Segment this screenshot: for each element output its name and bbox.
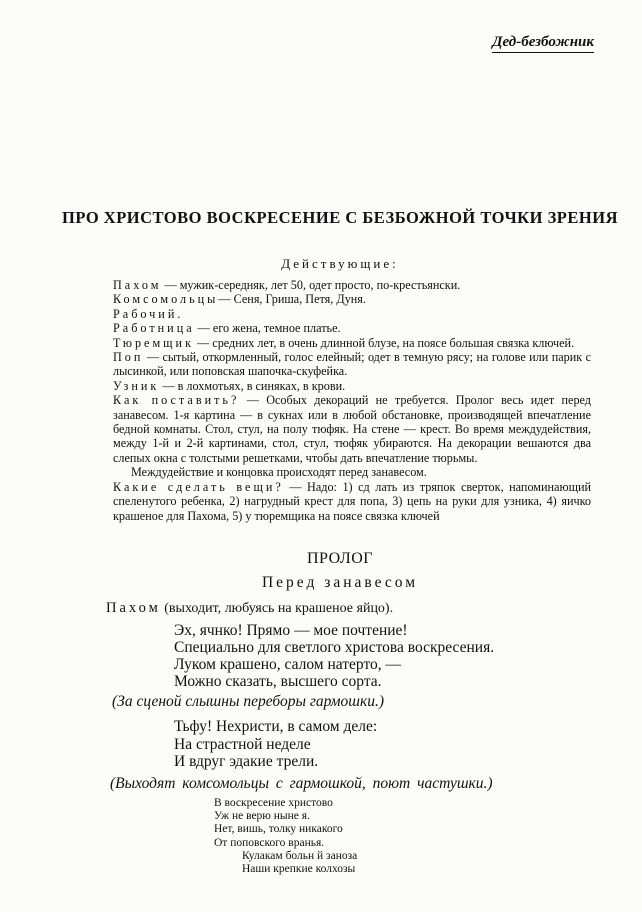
character-description: — средних лет, в очень длинной блузе, на поясе большая связка ключей. (197, 335, 575, 350)
cast-heading: Действующие: (281, 256, 399, 271)
verse-line: На страстной неделе (174, 735, 311, 753)
cast-entry (113, 307, 591, 321)
running-head: Дед-безбожник (492, 34, 594, 53)
verse-line: Наши крепкие колхозы (242, 863, 356, 876)
props-question: Какие сделать вещи? (113, 479, 284, 494)
verse-block (174, 718, 377, 771)
play-title: ПРО ХРИСТОВО ВОСКРЕСЕНИЕ С БЕЗБОЖНОЙ ТОЧКИ ЗРЕНИЯ (62, 208, 618, 227)
cast-and-staging-notes (113, 278, 591, 523)
verse-line: И вдруг эдакие трели. (174, 753, 319, 770)
character-name: Тюремщик (113, 335, 194, 350)
verse-line: От поповского вранья. (214, 836, 325, 849)
verse-line: Нет, вишь, толку никакого (214, 823, 343, 836)
verse-block (174, 622, 494, 690)
verse-line: Кулакам больн й заноза (242, 849, 358, 862)
character-name: Рабочий. (113, 306, 184, 321)
character-description: — в лохмотьях, в синяках, в крови. (162, 378, 346, 393)
staging-answer: — Особых декораций не требуется. Пролог весь идет перед занавесом. 1-я картина — в сукнах или в любой обстановке, производящей впечатление бедной комнаты. Стол, стул, на полу тюфяк. На стене — крест. Во время междудействия, между 1-й и 2-й картинами, стол, стул, тюфяк убираются. На декорации вешаются два слепых окна с толстыми решетками, чтобы дать впечатление тюрьмы. (113, 393, 591, 465)
character-description: — сытый, откормленный, голос елейный; одет в темную рясу; на голове или парик с лысинкой, или поповская шапочка-скуфейка. (113, 350, 591, 379)
staging-question: Как поставить? (113, 393, 240, 408)
props-list (113, 480, 591, 523)
verse-line: Уж не верю ныне я. (214, 810, 310, 823)
verse-line: Тьфу! Нехристи, в самом деле: (174, 718, 378, 735)
verse-line: Эх, ячнко! Прямо — мое почтение! (174, 622, 408, 639)
staging-how-to (113, 393, 591, 465)
stage-direction: (За сценой слышны переборы гармошки.) (112, 693, 384, 710)
cast-entry (113, 278, 591, 292)
prolog-subheading: Перед занавесом (261, 574, 419, 591)
prolog-heading: ПРОЛОГ (306, 550, 374, 567)
cast-entry (113, 350, 591, 379)
character-name: Узник (113, 378, 160, 393)
chastushki-verse (214, 797, 357, 876)
speaker-direction: (выходит, любуясь на крашеное яйцо). (164, 601, 394, 616)
verse-line: Специально для светлого христова воскресения. (174, 639, 495, 656)
props-answer: — Надо: 1) сд лать из тряпок сверток, напоминающий спеленутого ребенка, 2) нагрудный крест для попа, 3) цепь на руки для узника, 4) яичко крашеное для Пахома, 5) у тюремщика на поясе связка ключей (113, 479, 592, 523)
cast-entry (113, 336, 591, 350)
staging-note: Междудействие и концовка происходят перед занавесом. (131, 465, 427, 480)
character-name: Комсомольцы (113, 292, 219, 307)
speaker-name: Пахом (106, 600, 161, 616)
cast-entry (113, 321, 591, 335)
character-description: — его жена, темное платье. (197, 321, 341, 336)
character-name: Работница (113, 321, 195, 336)
character-description: — мужик-середняк, лет 50, одет просто, по-крестьянски. (164, 278, 461, 292)
cast-entry (113, 292, 591, 306)
speaker-line (106, 600, 393, 617)
verse-line: Луком крашено, салом натерто, — (174, 656, 402, 673)
character-name: Пахом (113, 278, 162, 292)
cast-entry (113, 379, 591, 393)
verse-line: Можно сказать, высшего сорта. (174, 673, 382, 690)
character-name: Поп (113, 350, 144, 365)
stage-direction: (Выходят комсомольцы с гармошкой, поют частушки.) (110, 775, 493, 792)
character-description: — Сеня, Гриша, Петя, Дуня. (218, 292, 366, 307)
verse-line: В воскресение христово (214, 797, 333, 809)
